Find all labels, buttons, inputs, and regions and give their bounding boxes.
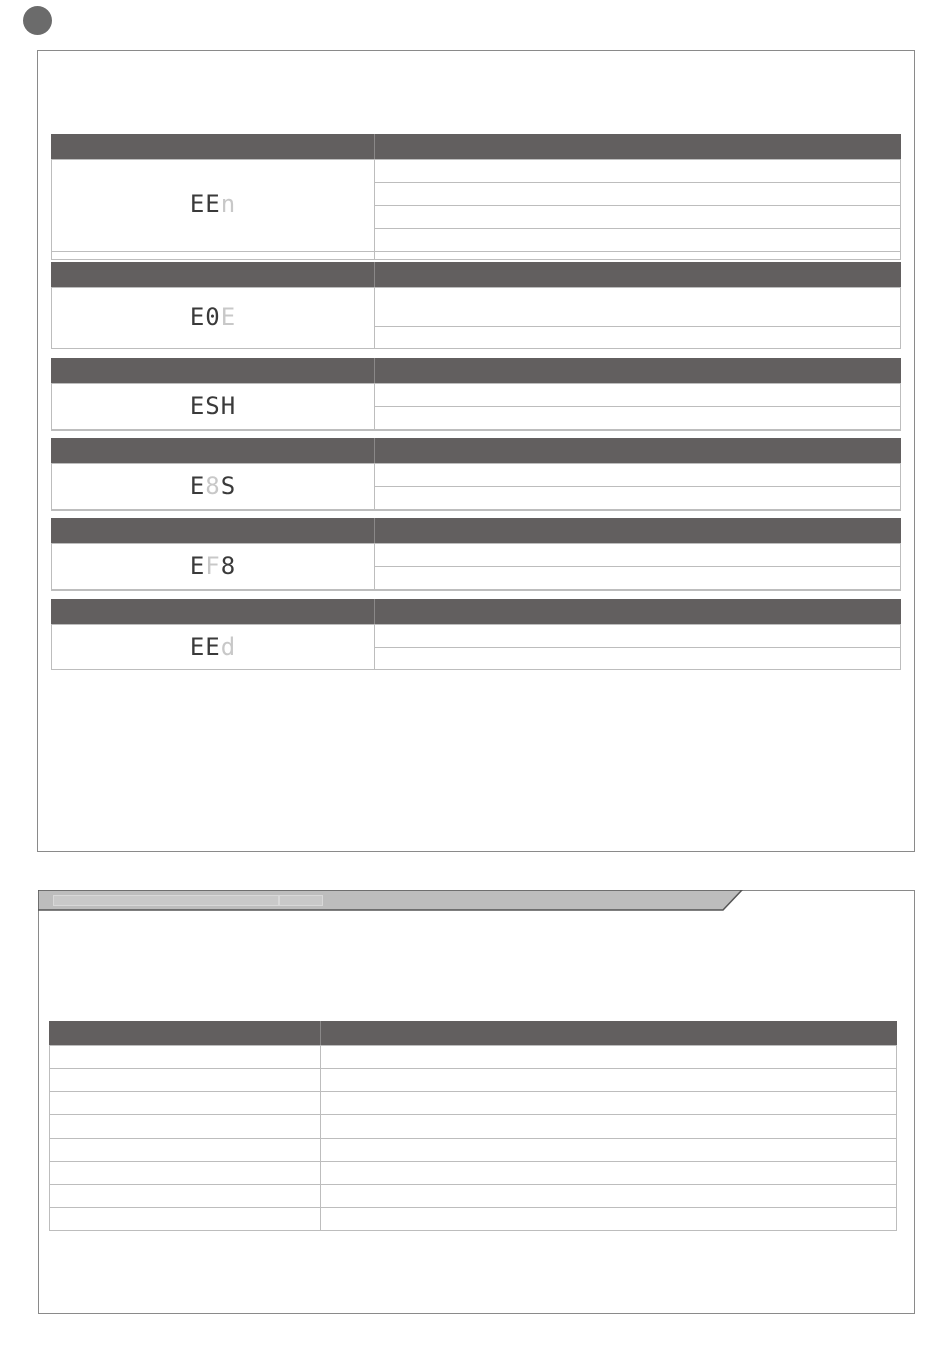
error-group-header <box>51 134 901 159</box>
tab-banner-segment <box>279 895 323 906</box>
error-group-header <box>51 599 901 624</box>
error-group-body <box>51 159 901 260</box>
display-code: EF8 <box>189 552 237 580</box>
error-group-4 <box>51 438 901 518</box>
error-group-body <box>51 287 901 349</box>
tab-banner-segment <box>53 895 279 906</box>
table-header <box>49 1021 897 1045</box>
display-code: E0E <box>189 303 237 331</box>
error-group-body <box>51 543 901 591</box>
error-group-body <box>51 624 901 670</box>
error-group-3 <box>51 358 901 438</box>
error-group-header <box>51 262 901 287</box>
error-group-body <box>51 383 901 431</box>
page-section-marker <box>23 6 52 35</box>
display-code: EEd <box>189 633 237 661</box>
error-group-5 <box>51 518 901 598</box>
error-group-1 <box>51 134 901 261</box>
error-codes-panel <box>37 50 915 852</box>
error-group-body <box>51 463 901 511</box>
display-code: EEn <box>189 190 237 218</box>
secondary-panel <box>38 890 915 1314</box>
error-group-2 <box>51 262 901 357</box>
table-body <box>49 1045 897 1231</box>
display-code: ESH <box>189 392 237 420</box>
display-code: E8S <box>189 472 237 500</box>
error-group-header <box>51 358 901 383</box>
error-group-6 <box>51 599 901 671</box>
error-group-header <box>51 438 901 463</box>
error-group-header <box>51 518 901 543</box>
